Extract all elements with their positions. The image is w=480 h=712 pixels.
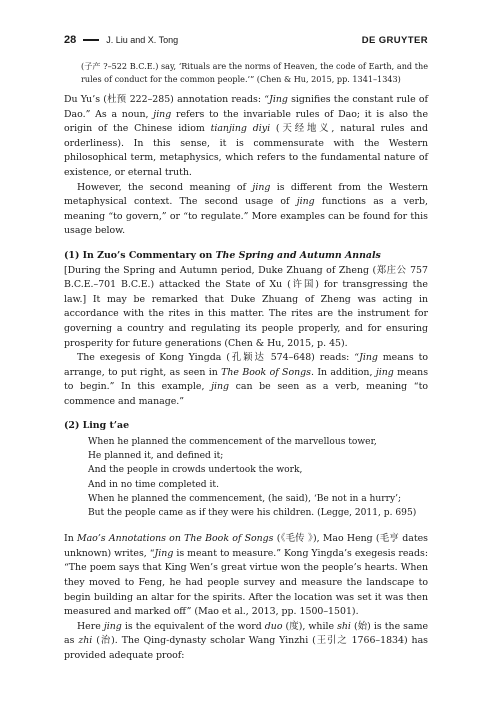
text-run: can be seen as a verb, meaning “to commence and manage.” — [64, 381, 428, 407]
text-run: (治). The Qing-dynasty scholar Wang Yinzhi (王引之 1766–1834) has provided adequate proof: — [64, 635, 428, 662]
page-number: 28 — [64, 34, 77, 46]
section-heading-zuo — [64, 249, 428, 264]
italic-term: jing — [103, 620, 122, 632]
italic-book-title: The Book of Songs — [221, 366, 311, 378]
text-run: is the equivalent of the word — [121, 620, 265, 632]
heading-text: (1) In Zuo’s Commentary on — [64, 249, 216, 261]
italic-term: jing — [252, 181, 271, 193]
running-head-authors: J. Liu and X. Tong — [106, 35, 179, 45]
italic-term: duo — [264, 620, 283, 632]
text-run: means to begin.” In this example, — [64, 366, 429, 393]
text-run: Du Yu’s (杜预 222–285) annotation reads: “ — [64, 94, 270, 105]
italic-term: Jing — [269, 94, 288, 105]
text-run: means to arrange, to put right, as seen in — [64, 352, 428, 378]
text-run: (度), while — [282, 620, 338, 632]
text-run: functions as a verb, meaning “to govern,” or “to regulate.” More examples can be found for this usage below. — [64, 196, 428, 237]
text-run: refers to the invariable rules of Dao; it is also the origin of the Chinese idiom — [64, 108, 429, 135]
body-text — [64, 60, 428, 664]
publisher-name: DE GRUYTER — [361, 34, 428, 46]
poem-block — [88, 435, 428, 520]
italic-term: jing — [153, 108, 172, 120]
text-run: is different from the Western metaphysical context. The second usage of — [64, 181, 429, 208]
text-run: is meant to measure.” Kong Yingda’s exegesis reads: “The poem says that King Wen’s great virtue won the people’s hearts. When they moved to Feng, he had people survey and measure the landscape to begin building an altar for the spirits. After the location was set it was then measured and marked off” (Mao et al., 2013, pp. 1500–1501). — [64, 547, 428, 618]
italic-term: shi — [337, 620, 351, 632]
text-run: (天经地义, natural rules and orderliness). In this sense, it is commensurate with the Western philosophical term, metaphysics, which refers to the fundamental nature of existence, or eternal truth. — [64, 123, 428, 178]
italic-term: jing — [211, 381, 230, 393]
poem-line: When he planned the commencement, (he said), ‘Be not in a hurry’; — [88, 493, 402, 504]
section-heading-ling-tae: (2) Ling t’ae — [64, 420, 130, 432]
header-rule — [83, 39, 99, 41]
text-run: However, the second meaning of — [77, 181, 253, 193]
text-run: signifies the constant rule of Dao.” As a noun, — [64, 94, 428, 120]
paragraph-second-meaning — [64, 181, 428, 239]
italic-term: Jing — [359, 352, 378, 364]
text-run: . In addition, — [310, 366, 376, 378]
italic-book-title: Mao’s Annotations on The Book of Songs — [76, 533, 274, 545]
italic-term: tianjing diyi — [210, 123, 271, 135]
paragraph-mao-annotations — [64, 532, 428, 620]
page-header — [64, 33, 428, 47]
heading-italic-title: The Spring and Autumn Annals — [215, 249, 381, 261]
text-run: (《毛传 》), Mao Heng (毛亨 dates unknown) writes, “ — [64, 533, 428, 559]
text-run: In — [64, 533, 77, 545]
italic-term: Jing — [154, 547, 174, 559]
italic-term: jing — [296, 196, 315, 208]
paragraph-duke-zhuang: [During the Spring and Autumn period, Duke Zhuang of Zheng (郑庄公 757 B.C.E.–701 B.C.E.) attacked the State of Xu (许国) for transgressing the law.] It may be remarked that Duke Zhuang of Zheng was acting in accordance with the rites in this matter. The rites are the instrument for governing a country and regulating its people properly, and for ensuring prosperity for future generations (Chen & Hu, 2015, p. 45). — [64, 264, 428, 349]
paragraph-kong-yingda — [64, 351, 428, 409]
paragraph-du-yu — [64, 93, 428, 181]
poem-line: When he planned the commencement of the marvellous tower, — [88, 437, 377, 448]
paragraph-wang-yinzhi — [64, 620, 428, 664]
text-run: Here — [77, 620, 104, 632]
poem-line: And the people in crowds undertook the work, — [88, 465, 303, 476]
italic-term: jing — [375, 366, 394, 378]
poem-line: But the people came as if they were his children. (Legge, 2011, p. 695) — [88, 508, 417, 519]
text-run: The exegesis of Kong Yingda (孔颖达 574–648) reads: “ — [77, 352, 360, 364]
block-quote-continuation: (子产 ?–522 B.C.E.) say, ‘Rituals are the norms of Heaven, the code of Earth, and the rules of conduct for the common people.’” (Chen & Hu, 2015, pp. 1341–1343) — [81, 61, 428, 84]
text-run: (始) is the same as — [64, 620, 429, 647]
italic-term: zhi — [78, 635, 93, 647]
poem-line: And in no time completed it. — [88, 479, 219, 490]
poem-line: He planned it, and defined it; — [88, 451, 224, 462]
